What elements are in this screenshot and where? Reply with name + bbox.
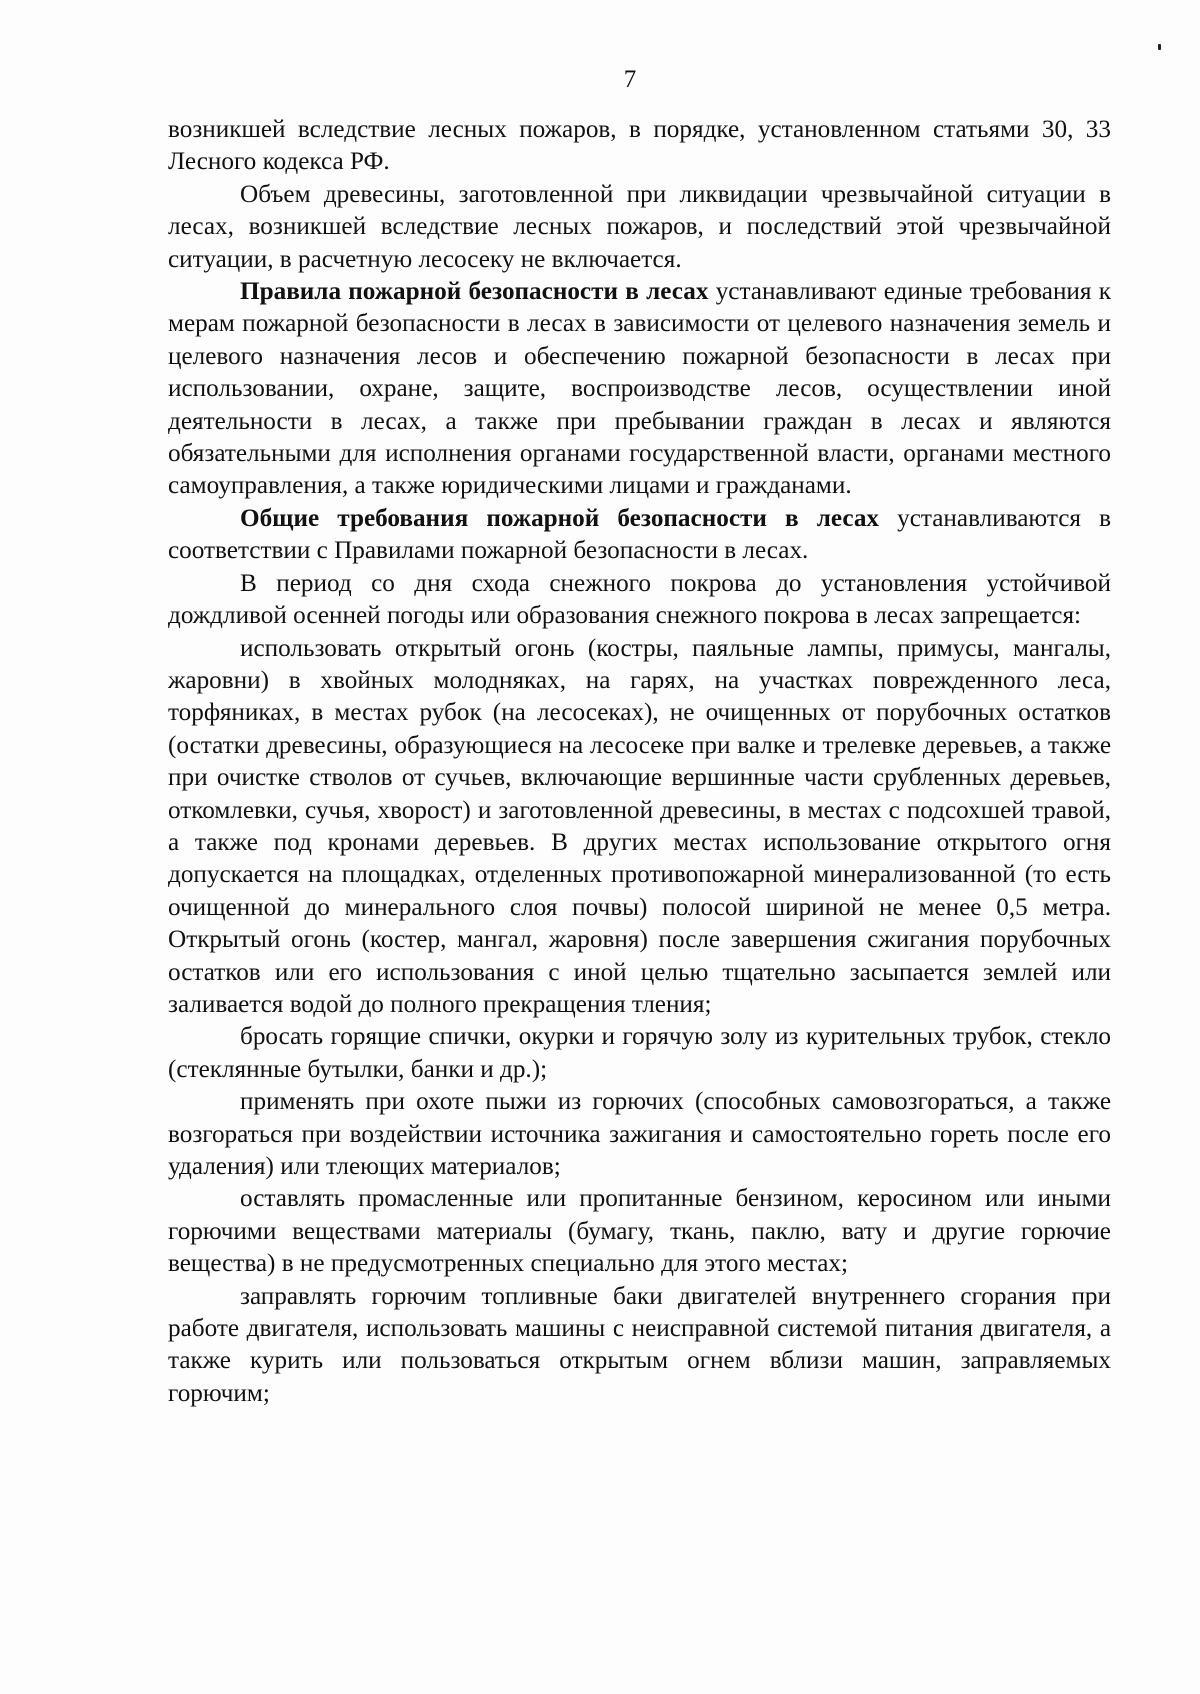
scan-artifact xyxy=(1158,44,1161,50)
paragraph-wood-volume: Объем древесины, заготовленной при ликвидации чрезвычайной ситуации в лесах, возникшей вследствие лесных пожаров, и последствий этой чрезвычайной ситуации, в расчетную лесосеку не включается. xyxy=(168,180,1111,273)
paragraph-fire-rules-text: устанавливают единые требования к мерам пожарной безопасности в лесах в зависимости от целевого назначения земель и целевого назначения лесов и обеспечению пожарной безопасности в лесах при использовании, охране, защите, воспроизводстве лесов, осуществлении иной деятельности в лесах, а также при пребывании граждан в лесах и являются обязательными для исполнения органами государственной власти, органами местного самоуправления, а также юридическими лицами и гражданами. xyxy=(168,278,1111,500)
list-item-refueling: заправлять горючим топливные баки двигателей внутреннего сгорания при работе двигателя, использовать машины с неисправной системой питания двигателя, а также курить или пользоваться открытым огнем вблизи машин, заправляемых горючим; xyxy=(168,1282,1111,1407)
list-item-oily-materials: оставлять промасленные или пропитанные бензином, керосином или иными горючими веществами материалы (бумагу, ткань, паклю, вату и другие горючие вещества) в не предусмотренных специально для этого местах; xyxy=(168,1185,1111,1278)
page-number: 7 xyxy=(623,66,637,93)
paragraph-prohibited-period: В период со дня схода снежного покрова до установления устойчивой дождливой осенней погоды или образования снежного покрова в лесах запрещается: xyxy=(168,569,1111,630)
paragraph-fire-rules-heading: Правила пожарной безопасности в лесах xyxy=(240,278,709,306)
paragraph-continuation: возникшей вследствие лесных пожаров, в порядке, установленном статьями 30, 33 Лесного кодекса РФ. xyxy=(168,116,1111,176)
paragraph-general-requirements-heading: Общие требования пожарной безопасности в лесах xyxy=(240,504,880,532)
list-item-hunting-wads: применять при охоте пыжи из горючих (способных самовозгораться, а также возгораться при воздействии источника зажигания и самостоятельно гореть после его удаления) или тлеющих материалов; xyxy=(168,1088,1111,1180)
paragraph-general-requirements xyxy=(168,503,1111,568)
paragraph-general-requirements-text: устанавливаются в соответствии с Правилами пожарной безопасности в лесах. xyxy=(168,504,1112,565)
list-item-matches: бросать горящие спички, окурки и горячую золу из курительных трубок, стекло (стеклянные бутылки, банки и др.); xyxy=(168,1023,1111,1083)
document-body xyxy=(168,114,1111,1410)
paragraph-fire-rules xyxy=(168,276,1111,503)
list-item-open-fire: использовать открытый огонь (костры, паяльные лампы, примусы, мангалы, жаровни) в хвойных молодняках, на гарях, на участках поврежденного леса, торфяниках, в местах рубок (на лесосеках), не очищенных от порубочных остатков (остатки древесины, образующиеся на лесосеке при валке и трелевке деревьев, а также при очистке стволов от сучьев, включающие вершинные части срубленных деревьев, откомлевки, сучья, хворост) и заготовленной древесины, в местах с подсохшей травой, а также под кронами деревьев. В других местах использование открытого огня допускается на площадках, отделенных противопожарной минерализованной (то есть очищенной до минерального слоя почвы) полосой шириной не менее 0,5 метра. Открытый огонь (костер, мангал, жаровня) после завершения сжигания порубочных остатков или его использования с иной целью тщательно засыпается землей или заливается водой до полного прекращения тления; xyxy=(168,634,1111,1018)
